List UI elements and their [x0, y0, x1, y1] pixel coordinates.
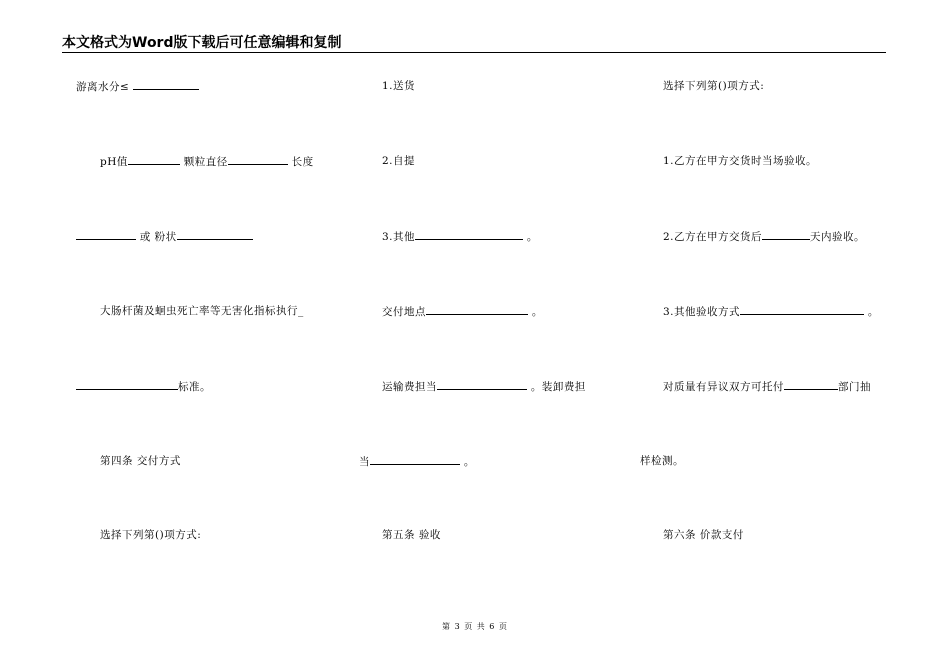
document-header-title: 本文格式为Word版下载后可任意编辑和复制 [62, 35, 342, 51]
delivery-place-label: 交付地点 [382, 306, 426, 318]
delivery-place-line [382, 304, 543, 319]
acceptance-option-1 [663, 154, 817, 168]
freight-blank [437, 379, 527, 390]
acceptance-choice-line [663, 79, 764, 93]
loading-fee-suffix: 。 [463, 456, 475, 468]
water-content-blank [133, 79, 199, 90]
article-6-heading [663, 528, 744, 542]
quality-dispute-label: 对质量有异议双方可托付 [663, 381, 784, 393]
sampling-line [640, 454, 684, 468]
particle-size-blank [228, 154, 288, 165]
acceptance-option-3-suffix: 。 [867, 306, 879, 318]
delivery-option-1-text: 1.送货 [382, 80, 416, 92]
delivery-option-3-suffix: 。 [526, 231, 538, 243]
delivery-option-3-label: 3.其他 [382, 231, 416, 243]
freight-label: 运输费担当 [382, 381, 437, 393]
header-divider [62, 52, 886, 53]
standard-blank [76, 379, 178, 390]
standard-line [76, 379, 211, 394]
acceptance-method-blank [740, 304, 864, 315]
acceptance-option-3-label: 3.其他验收方式 [663, 306, 741, 318]
acceptance-option-2-label: 2.乙方在甲方交货后 [663, 231, 763, 243]
article-5-title: 第五条 验收 [382, 529, 441, 541]
shape-line [76, 229, 253, 244]
article-6-title: 第六条 价款支付 [663, 529, 744, 541]
water-content-line [76, 79, 199, 94]
quality-dispute-suffix: 部门抽 [838, 381, 871, 393]
water-content-label: 游离水分≤ [76, 81, 130, 93]
ph-label: pH值 [100, 156, 128, 168]
article-4-heading [100, 454, 181, 468]
delivery-option-1 [382, 79, 415, 93]
freight-suffix: 。装卸费担 [530, 381, 586, 393]
delivery-place-blank [426, 304, 528, 315]
acceptance-choice-text: 选择下列第()项方式: [663, 80, 765, 92]
article-5-heading [382, 528, 441, 542]
particle-size-label: 颗粒直径 [183, 156, 228, 168]
acceptance-option-3 [663, 304, 879, 319]
acceptance-option-1-text: 1.乙方在甲方交货时当场验收。 [663, 155, 818, 167]
delivery-option-2-text: 2.自提 [382, 155, 416, 167]
page-number-footer: 第 3 页 共 6 页 [442, 622, 508, 631]
delivery-choice-line [100, 528, 201, 542]
powder-label: 或 粉状 [139, 231, 177, 243]
acceptance-days-blank [762, 229, 810, 240]
ph-blank [128, 154, 180, 165]
inspection-dept-blank [784, 379, 838, 390]
loading-fee-blank [370, 454, 460, 465]
loading-fee-label: 当 [359, 456, 370, 468]
acceptance-option-2-suffix: 天内验收。 [810, 231, 866, 243]
delivery-option-3 [382, 229, 538, 244]
ph-size-line [100, 154, 314, 169]
freight-line [382, 379, 586, 394]
length-label: 长度 [291, 156, 314, 168]
standard-suffix: 标准。 [178, 381, 211, 393]
sampling-text: 样检测。 [640, 455, 684, 467]
quality-dispute-line [663, 379, 871, 394]
delivery-option-2 [382, 154, 415, 168]
harmless-standard-line [100, 304, 304, 318]
acceptance-option-2 [663, 229, 865, 244]
shape-blank [177, 229, 253, 240]
article-4-title: 第四条 交付方式 [100, 455, 181, 467]
delivery-place-suffix: 。 [531, 306, 543, 318]
length-blank [76, 229, 136, 240]
delivery-other-blank [415, 229, 523, 240]
loading-fee-line [359, 454, 475, 469]
harmless-standard-text: 大肠杆菌及蛔虫死亡率等无害化指标执行_ [100, 305, 304, 317]
delivery-choice-text: 选择下列第()项方式: [100, 529, 202, 541]
